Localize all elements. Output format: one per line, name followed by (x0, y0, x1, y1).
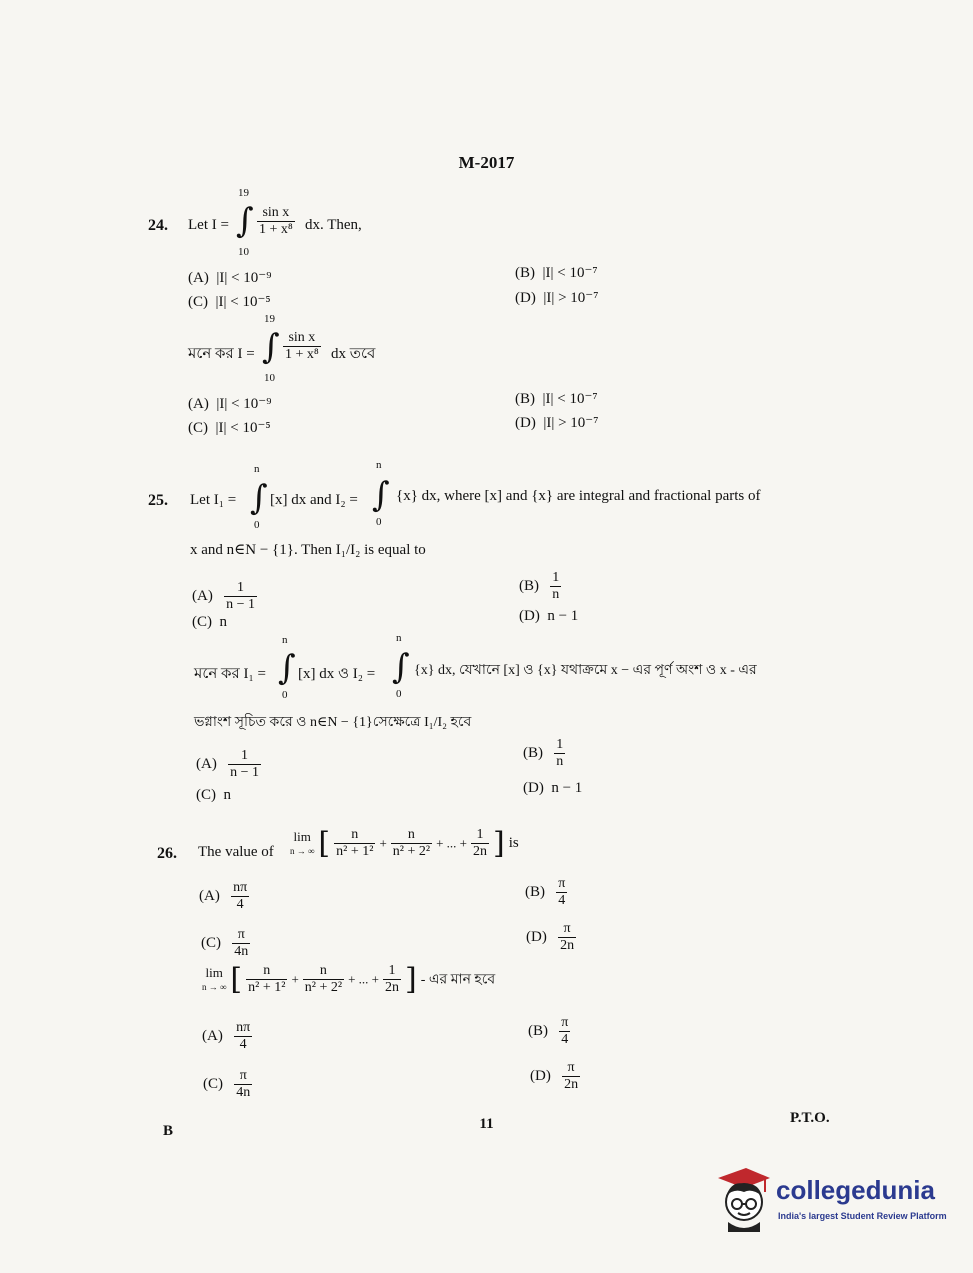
page-number: 11 (479, 1116, 494, 1132)
option-d: (D) n − 1 (523, 780, 583, 796)
q25-upper-limit: n (254, 463, 260, 475)
q24-upper-limit: 19 (238, 187, 249, 199)
option-c: (C) |I| < 10⁻⁵ (188, 294, 271, 310)
option-d: (D) $\frac{\pi}{2n}$ (526, 921, 575, 953)
option-d: (D) |I| > 10⁻⁷ (515, 290, 599, 306)
q24-tail: dx. Then, (305, 217, 362, 233)
q26-bengali-expression: lim n → ∞ [ $\frac{n}{\text{n² + 1²}}$ + $\frac{n}{\text{n² + 2²}}$ + ... + $\frac{1}{2n}$ ] - এর মান হবে (202, 962, 496, 997)
q25-bn-upper-limit: n (282, 634, 288, 646)
q24-bn-lower-limit: 10 (264, 372, 275, 384)
limit-subscript: n → ∞ (202, 981, 227, 992)
q25-bengali-lead: মনে কর I₁ = (194, 666, 266, 682)
q25-part1: [x] dx and I₂ = (270, 492, 358, 508)
exam-code: M-2017 (458, 153, 515, 172)
q25-part2: {x} dx, where [x] and {x} are integral and fractional parts of (396, 488, 761, 504)
q25-bn-lower-limit-2: 0 (396, 688, 402, 700)
question-number: 25. (148, 492, 168, 509)
integral-sign: ∫ (236, 201, 254, 241)
limit-subscript: n → ∞ (290, 845, 315, 856)
question-set-letter: B (163, 1123, 174, 1139)
fraction-numerator: sin x (283, 330, 321, 347)
fraction-denominator: 1 + x⁸ (285, 347, 319, 362)
option-a: (A) $\frac{n\pi}{4}$ (202, 1020, 251, 1052)
q24-integrand (257, 205, 295, 238)
q24-bn-upper-limit: 19 (264, 313, 275, 325)
limit-operator: lim (205, 964, 223, 980)
q25-lower-limit-2: 0 (376, 516, 382, 528)
option-b: (B) |I| < 10⁻⁷ (515, 391, 598, 407)
q25-bn-upper-limit-2: n (396, 632, 402, 644)
fraction-denominator: 1 + x⁸ (259, 222, 293, 237)
question-number: 26. (157, 845, 177, 862)
q25-bn-lower-limit: 0 (282, 689, 288, 701)
option-c: (C) $\frac{\pi}{4n}$ (201, 927, 249, 959)
q25-lower-limit: 0 (254, 519, 260, 531)
option-a: (A) |I| < 10⁻⁹ (188, 270, 272, 286)
integral-sign: ∫ (250, 478, 268, 518)
option-d: (D) $\frac{\pi}{2n}$ (530, 1060, 579, 1092)
q26-limit-expression: lim n → ∞ [ $\frac{n}{\text{n² + 1²}}$ + $\frac{n}{\text{n² + 2²}}$ + ... + $\frac{1}{2n}$ ] is (290, 826, 519, 861)
q26-lead: The value of (198, 844, 274, 860)
option-b: (B) $\frac{\pi}{4}$ (528, 1015, 569, 1047)
q25-line2: x and n∈N − {1}. Then I₁/I₂ is equal to (190, 542, 426, 558)
q24-lead: Let I = (188, 217, 229, 233)
option-b: (B) $\frac{\pi}{4}$ (525, 876, 566, 908)
option-a: (A) |I| < 10⁻⁹ (188, 396, 272, 412)
graduate-mascot-icon (712, 1162, 776, 1236)
option-c: (C) n (192, 614, 227, 630)
q24-bengali-lead: মনে কর I = (188, 346, 255, 362)
option-b: (B) |I| < 10⁻⁷ (515, 265, 598, 281)
q25-bn-line2: ভগ্নাংশ সূচিত করে ও n∈N − {1}সেক্ষেত্রে I₁/I₂ হবে (194, 715, 472, 730)
option-c: (C) n (196, 787, 231, 803)
integral-sign: ∫ (262, 327, 280, 367)
q25-lead: Let I₁ = (190, 492, 237, 508)
option-b: (B) $\frac{1}{n}$ (519, 570, 560, 602)
option-a: (A) $\frac{n\pi}{4}$ (199, 880, 248, 912)
option-b: (B) $\frac{1}{n}$ (523, 737, 564, 769)
fraction-numerator: sin x (257, 205, 295, 222)
q24-bn-integrand (283, 330, 321, 363)
q24-lower-limit: 10 (238, 246, 249, 258)
q25-bn-part1: [x] dx ও I₂ = (298, 666, 376, 682)
q25-upper-limit-2: n (376, 459, 382, 471)
brand-name: collegedunia (776, 1175, 935, 1205)
integral-sign: ∫ (372, 475, 390, 515)
question-number: 24. (148, 217, 168, 234)
option-c: (C) $\frac{\pi}{4n}$ (203, 1068, 251, 1100)
limit-operator: lim (293, 828, 311, 844)
option-a: (A) $\frac{1}{n - 1}$ (192, 580, 255, 612)
option-a: (A) $\frac{1}{n - 1}$ (196, 748, 259, 780)
option-c: (C) |I| < 10⁻⁵ (188, 420, 271, 436)
q24-bengali-tail: dx তবে (331, 346, 376, 362)
integral-sign: ∫ (392, 647, 410, 687)
please-turn-over: P.T.O. (790, 1110, 830, 1126)
q25-bn-part2: {x} dx, যেখানে [x] ও {x} যথাক্রমে x − এর পূর্ণ অংশ ও x - এর (414, 663, 757, 678)
integral-sign: ∫ (278, 648, 296, 688)
brand-tagline: India's largest Student Review Platform (778, 1211, 947, 1221)
option-d: (D) |I| > 10⁻⁷ (515, 415, 599, 431)
option-d: (D) n − 1 (519, 608, 579, 624)
